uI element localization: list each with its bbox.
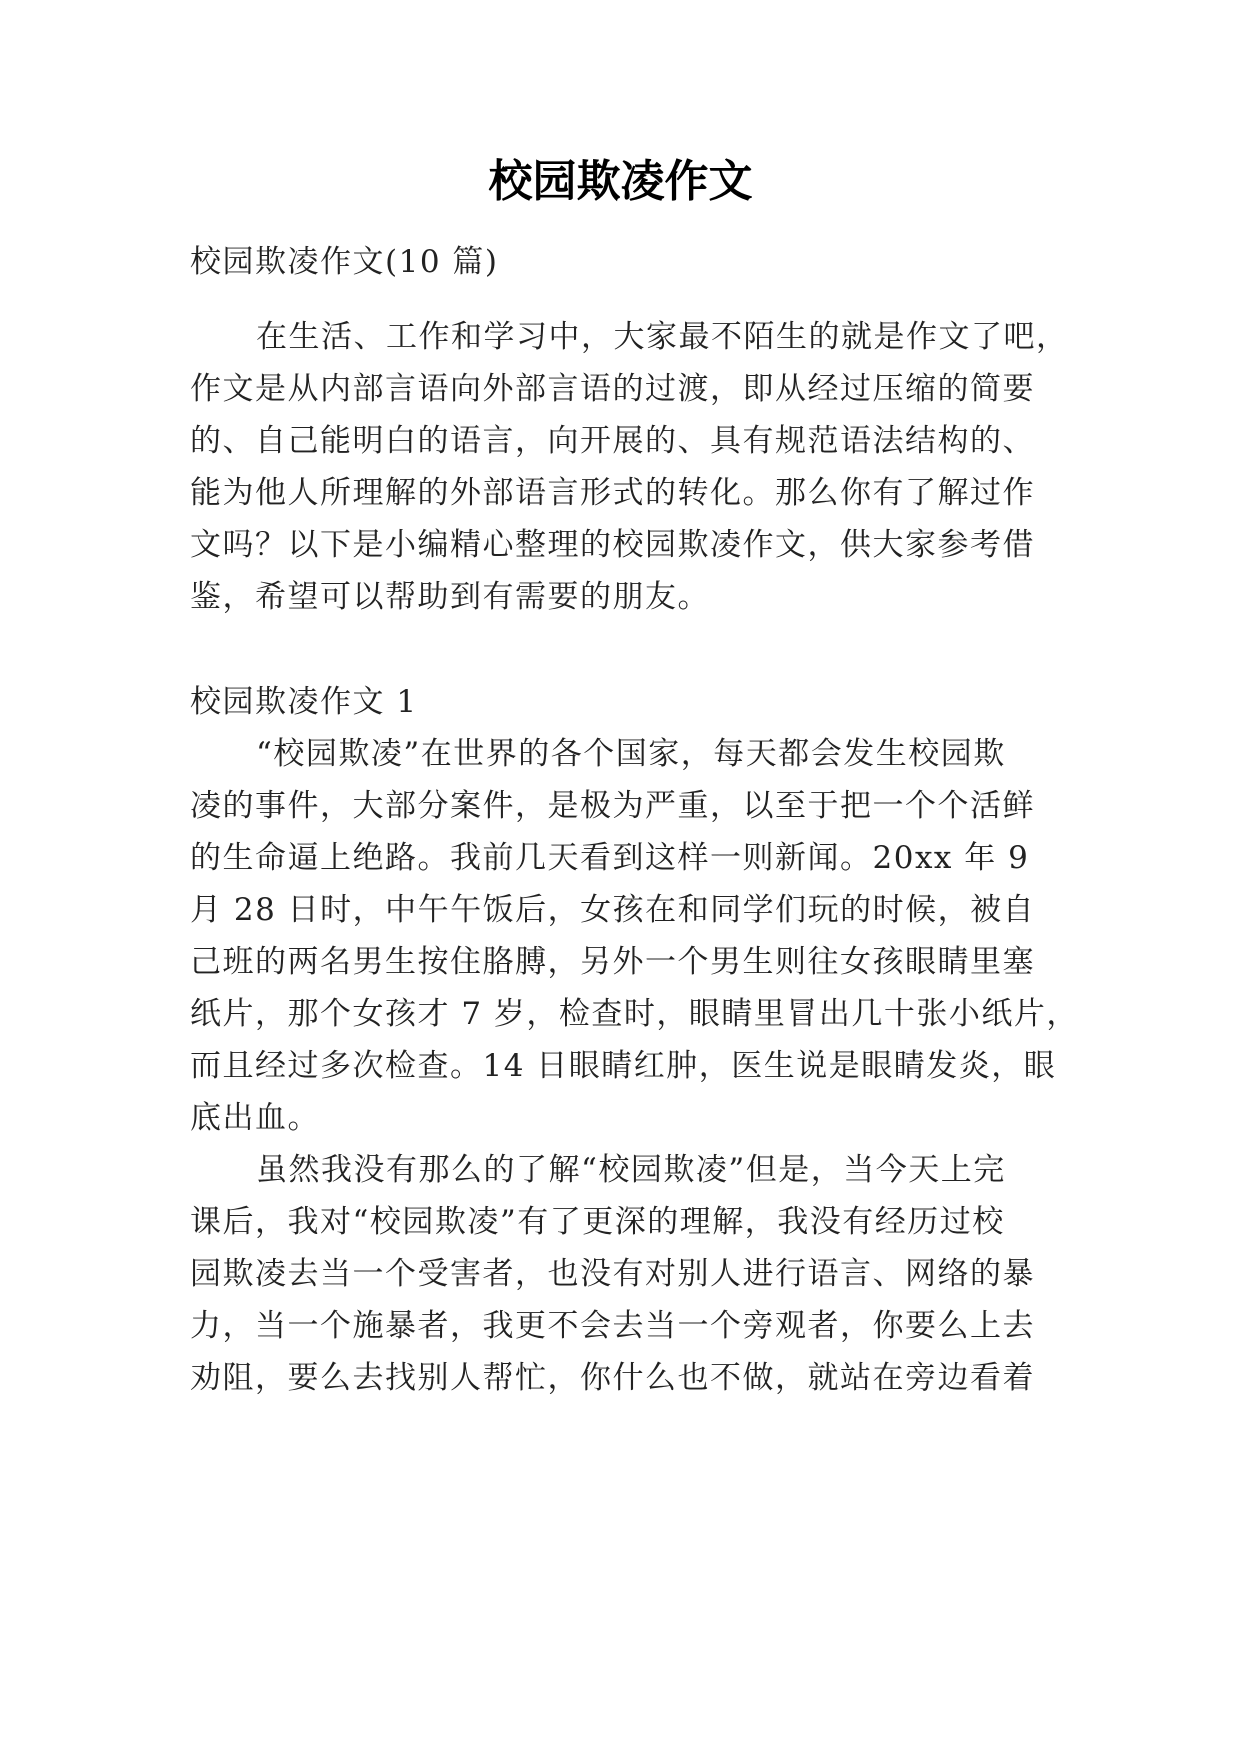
paragraph-line: 月 28 日时，中午午饭后，女孩在和同学们玩的时候，被自: [190, 892, 1036, 928]
intro-line: 能为他人所理解的外部语言形式的转化。那么你有了解过作: [190, 475, 1035, 511]
document-subtitle: 校园欺凌作文(10 篇): [190, 244, 499, 280]
paragraph-line: 底出血。: [190, 1100, 320, 1136]
intro-line: 文吗？以下是小编精心整理的校园欺凌作文，供大家参考借: [190, 527, 1035, 563]
intro-line: 的、自己能明白的语言，向开展的、具有规范语法结构的、: [190, 423, 1035, 459]
paragraph-line: 己班的两名男生按住胳膊，另外一个男生则往女孩眼睛里塞: [190, 944, 1035, 980]
intro-line: 鉴，希望可以帮助到有需要的朋友。: [190, 579, 710, 615]
section-heading: 校园欺凌作文 1: [190, 684, 418, 720]
paragraph-line: 纸片，那个女孩才 7 岁，检查时，眼睛里冒出几十张小纸片，: [190, 996, 1079, 1032]
paragraph-line: 课后，我对“校园欺凌”有了更深的理解，我没有经历过校: [190, 1204, 1005, 1240]
paragraph-line: “校园欺凌”在世界的各个国家，每天都会发生校园欺: [256, 736, 1006, 772]
paragraph-line: 虽然我没有那么的了解“校园欺凌”但是，当今天上完: [256, 1152, 1006, 1188]
paragraph-line: 而且经过多次检查。14 日眼睛红肿，医生说是眼睛发炎，眼: [190, 1048, 1057, 1084]
intro-line: 在生活、工作和学习中，大家最不陌生的就是作文了吧，: [256, 319, 1069, 355]
intro-line: 作文是从内部言语向外部言语的过渡，即从经过压缩的简要: [190, 371, 1035, 407]
paragraph-line: 劝阻，要么去找别人帮忙，你什么也不做，就站在旁边看着: [190, 1360, 1035, 1396]
document-title: 校园欺凌作文: [488, 156, 753, 207]
paragraph-line: 凌的事件，大部分案件，是极为严重，以至于把一个个活鲜: [190, 788, 1035, 824]
paragraph-line: 的生命逼上绝路。我前几天看到这样一则新闻。20xx 年 9: [190, 840, 1030, 876]
paragraph-line: 力，当一个施暴者，我更不会去当一个旁观者，你要么上去: [190, 1308, 1035, 1344]
paragraph-line: 园欺凌去当一个受害者，也没有对别人进行语言、网络的暴: [190, 1256, 1035, 1292]
